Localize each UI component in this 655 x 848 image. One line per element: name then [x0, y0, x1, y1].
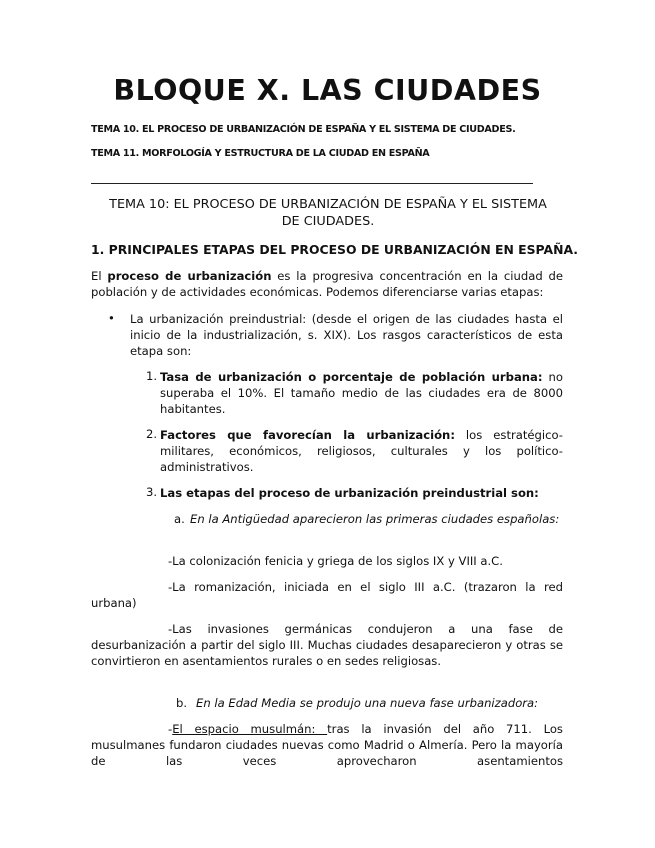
section-heading: 1. PRINCIPALES ETAPAS DEL PROCESO DE URBANIZACIÓN EN ESPAÑA. [91, 242, 578, 257]
antiguedad-fenicia: -La colonización fenicia y griega de los siglos IX y VIII a.C. [168, 554, 503, 568]
list-item-3 [160, 485, 539, 501]
sub-label-a: a. [174, 512, 185, 526]
list-item-1 [160, 369, 563, 417]
intro-term: proceso de urbanización [107, 269, 272, 283]
sub-item-a: En la Antigüedad aparecieron las primeras ciudades españolas: [190, 512, 560, 526]
intro-rest: es la progresiva concentración en la ciudad de población y de actividades económicas. Podemos diferenciarse varias etapas: [91, 269, 564, 299]
list-item-3-bold: Las etapas del proceso de urbanización preindustrial son: [160, 486, 539, 500]
list-number-2: 2. [145, 427, 157, 441]
list-number-3: 3. [145, 485, 157, 499]
list-item-1-bold: Tasa de urbanización o porcentaje de población urbana: [160, 370, 543, 384]
antiguedad-romanizacion: -La romanización, iniciada en el siglo III a.C. (trazaron la red urbana) [91, 580, 563, 610]
intro-lead: El [91, 269, 108, 283]
musulman-text: tras la invasión del año 711. Los musulmanes fundaron ciudades nuevas como Madrid o Almería. Pero la mayoría de las veces aprovecharon asentamientos [91, 722, 563, 768]
list-item-2-bold: Factores que favorecían la urbanización: [160, 428, 455, 442]
document-title: BLOQUE X. LAS CIUDADES [113, 74, 542, 107]
musulman-term: El espacio musulmán: [172, 722, 328, 736]
sub-item-b: En la Edad Media se produjo una nueva fase urbanizadora: [196, 696, 539, 710]
subtitle-tema-11: TEMA 11. MORFOLOGÍA Y ESTRUCTURA DE LA CIUDAD EN ESPAÑA [91, 148, 430, 159]
bullet-paragraph: La urbanización preindustrial: (desde el origen de las ciudades hasta el inicio de la industrialización, s. XIX). Los rasgos característicos de esta etapa son: [130, 312, 563, 358]
list-item-2-text: los estratégico-militares, económicos, religiosos, culturales y los político-administrativos. [160, 428, 563, 474]
sub-label-b: b. [176, 696, 188, 710]
subtitle-tema-10: TEMA 10. EL PROCESO DE URBANIZACIÓN DE ESPAÑA Y EL SISTEMA DE CIUDADES. [91, 124, 516, 135]
bullet-symbol: • [108, 311, 115, 325]
list-item-1-text: no superaba el 10%. El tamaño medio de las ciudades era de 8000 habitantes. [160, 370, 563, 416]
antiguedad-invasiones: -Las invasiones germánicas condujeron a una fase de desurbanización a partir del siglo III. Muchas ciudades desaparecieron y otras se convirtieron en asentamientos rurales o en sedes religiosas. [91, 622, 563, 668]
intro-paragraph [91, 268, 563, 300]
tema-heading: TEMA 10: EL PROCESO DE URBANIZACIÓN DE ESPAÑA Y EL SISTEMA DE CIUDADES. [109, 197, 547, 229]
list-item-2 [160, 427, 563, 475]
musulman-dash: - [168, 722, 173, 736]
list-number-1: 1. [145, 369, 157, 383]
horizontal-rule [91, 183, 533, 184]
musulman-paragraph [91, 721, 563, 769]
